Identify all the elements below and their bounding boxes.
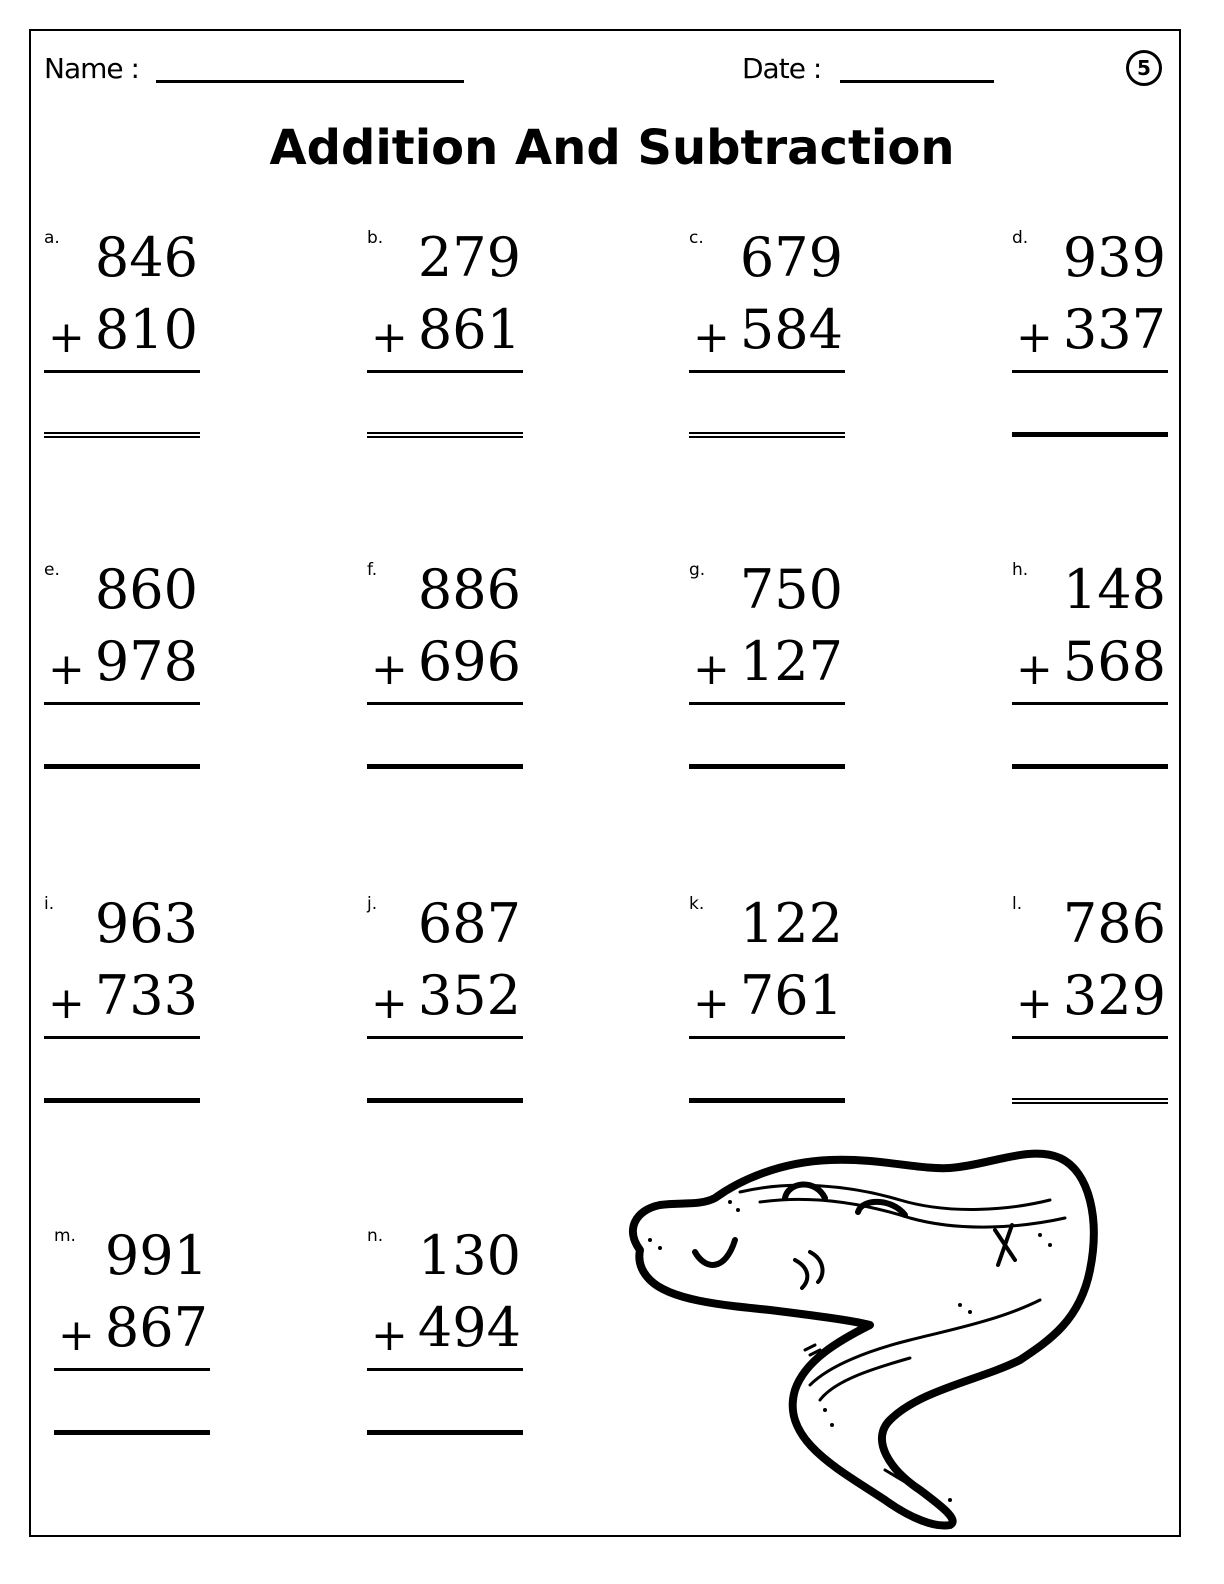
problem-f [367, 560, 527, 800]
addend-top: 963 [94, 892, 198, 955]
addend-bottom: 810 [94, 298, 198, 361]
plus-sign: + [693, 312, 730, 363]
answer-line[interactable] [367, 1430, 523, 1435]
addend-top: 148 [1062, 558, 1166, 621]
problem-e [44, 560, 204, 800]
sum-rule [689, 702, 845, 705]
addend-bottom: 978 [94, 630, 198, 693]
addend-top: 679 [739, 226, 843, 289]
eel-gill [810, 1252, 823, 1282]
addend-bottom: 733 [94, 964, 198, 1027]
problem-i [44, 894, 204, 1134]
page-number-badge [1126, 50, 1162, 86]
addend-top: 886 [417, 558, 521, 621]
eel-body-outline [633, 1154, 1094, 1526]
addend-top: 279 [417, 226, 521, 289]
answer-line[interactable] [367, 1098, 523, 1103]
sum-rule [689, 1036, 845, 1039]
problem-letter: a. [44, 228, 60, 248]
plus-sign: + [48, 978, 85, 1029]
problem-a [44, 228, 204, 468]
problem-g [689, 560, 849, 800]
addend-bottom: 127 [739, 630, 843, 693]
plus-sign: + [1016, 644, 1053, 695]
problem-letter: j. [367, 894, 378, 914]
eel-x-mark [995, 1225, 1015, 1265]
addend-top: 786 [1062, 892, 1166, 955]
addend-bottom: 867 [104, 1296, 208, 1359]
problem-d [1012, 228, 1172, 468]
sum-rule [44, 702, 200, 705]
worksheet-title: Addition And Subtraction [269, 120, 955, 176]
answer-line[interactable] [689, 1098, 845, 1103]
problem-l [1012, 894, 1172, 1134]
plus-sign: + [48, 312, 85, 363]
addend-top: 687 [417, 892, 521, 955]
addend-bottom: 696 [417, 630, 521, 693]
problem-letter: h. [1012, 560, 1029, 580]
problem-letter: l. [1012, 894, 1023, 914]
eel-gill [795, 1260, 807, 1288]
plus-sign: + [58, 1310, 95, 1361]
eel-smile [695, 1240, 735, 1265]
sum-rule [44, 1036, 200, 1039]
answer-line[interactable] [44, 432, 200, 438]
problem-letter: m. [54, 1226, 76, 1246]
sum-rule [54, 1368, 210, 1371]
plus-sign: + [371, 978, 408, 1029]
addend-bottom: 329 [1062, 964, 1166, 1027]
problem-letter: b. [367, 228, 384, 248]
problem-letter: d. [1012, 228, 1029, 248]
answer-line[interactable] [689, 432, 845, 438]
problem-letter: i. [44, 894, 55, 914]
problem-n [367, 1226, 527, 1466]
answer-line[interactable] [1012, 764, 1168, 769]
eel-illustration [620, 1140, 1110, 1530]
problem-h [1012, 560, 1172, 800]
addend-top: 130 [417, 1224, 521, 1287]
addend-bottom: 861 [417, 298, 521, 361]
addend-bottom: 352 [417, 964, 521, 1027]
plus-sign: + [693, 644, 730, 695]
sum-rule [44, 370, 200, 373]
addend-bottom: 337 [1062, 298, 1166, 361]
eel-stripe [820, 1358, 910, 1400]
sum-rule [367, 702, 523, 705]
addend-bottom: 761 [739, 964, 843, 1027]
page-number: 5 [1137, 56, 1151, 80]
sum-rule [367, 1036, 523, 1039]
addend-top: 939 [1062, 226, 1166, 289]
problem-b [367, 228, 527, 468]
sum-rule [689, 370, 845, 373]
addend-bottom: 584 [739, 298, 843, 361]
sum-rule [1012, 702, 1168, 705]
addend-top: 122 [739, 892, 843, 955]
addend-top: 846 [94, 226, 198, 289]
problem-letter: e. [44, 560, 60, 580]
problem-c [689, 228, 849, 468]
answer-line[interactable] [689, 764, 845, 769]
date-field[interactable] [840, 80, 994, 83]
answer-line[interactable] [1012, 432, 1168, 437]
answer-line[interactable] [367, 764, 523, 769]
addend-top: 860 [94, 558, 198, 621]
problem-m [54, 1226, 214, 1466]
problem-j [367, 894, 527, 1134]
plus-sign: + [371, 312, 408, 363]
plus-sign: + [1016, 978, 1053, 1029]
problem-letter: f. [367, 560, 378, 580]
plus-sign: + [371, 644, 408, 695]
answer-line[interactable] [54, 1430, 210, 1435]
problem-letter: g. [689, 560, 706, 580]
problem-letter: k. [689, 894, 705, 914]
plus-sign: + [48, 644, 85, 695]
problem-letter: c. [689, 228, 704, 248]
addend-top: 991 [104, 1224, 208, 1287]
addend-top: 750 [739, 558, 843, 621]
name-label: Name : [44, 52, 139, 85]
addend-bottom: 494 [417, 1296, 521, 1359]
sum-rule [1012, 370, 1168, 373]
plus-sign: + [371, 1310, 408, 1361]
plus-sign: + [693, 978, 730, 1029]
answer-line[interactable] [44, 764, 200, 769]
sum-rule [367, 370, 523, 373]
date-label: Date : [742, 52, 822, 85]
problem-k [689, 894, 849, 1134]
eel-bump [785, 1184, 825, 1198]
problem-letter: n. [367, 1226, 384, 1246]
sum-rule [1012, 1036, 1168, 1039]
answer-line[interactable] [1012, 1098, 1168, 1104]
sum-rule [367, 1368, 523, 1371]
addend-bottom: 568 [1062, 630, 1166, 693]
plus-sign: + [1016, 312, 1053, 363]
name-field[interactable] [156, 80, 464, 83]
answer-line[interactable] [44, 1098, 200, 1103]
answer-line[interactable] [367, 432, 523, 438]
